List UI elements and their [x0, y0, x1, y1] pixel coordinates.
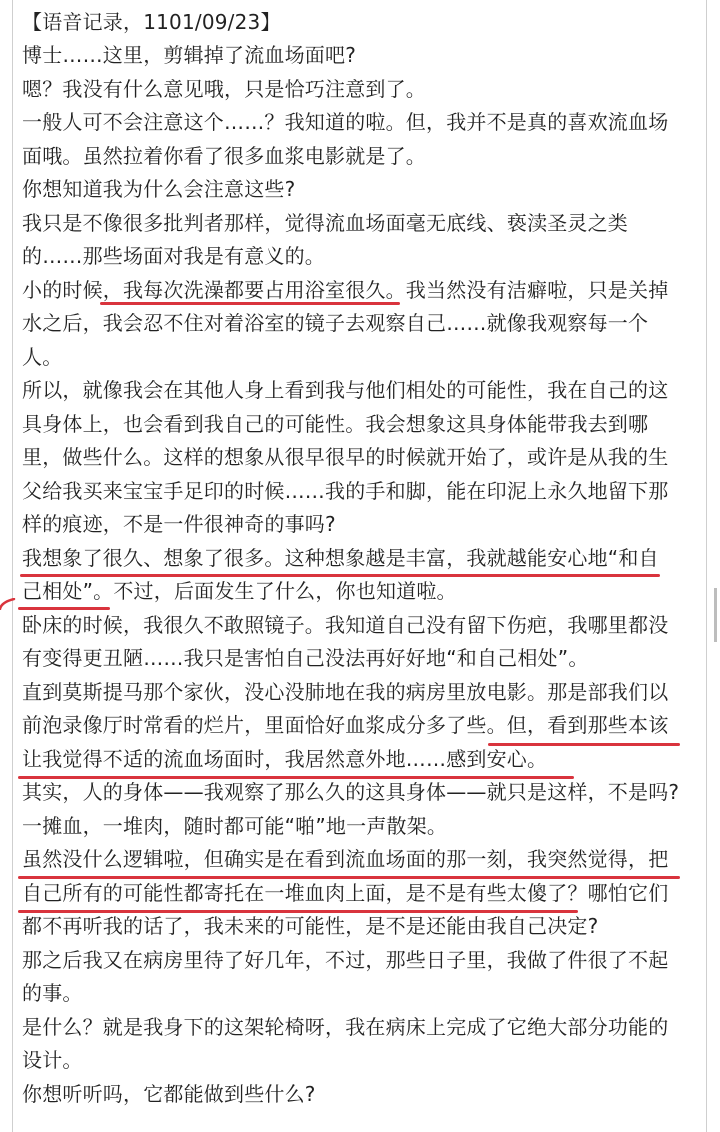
- text-line: 己相处”。不过，后面发生了什么，你也知道啦。: [22, 579, 457, 603]
- text-line: 嗯？我没有什么意见哦，只是恰巧注意到了。: [22, 77, 426, 101]
- text-line: 一般人可不会注意这个……？我知道的啦。但，我并不是真的喜欢流血场: [22, 110, 669, 134]
- underline-logic: [18, 876, 680, 879]
- text-line: 卧床的时候，我很久不敢照镜子。我知道自己没有留下伤疤，我哪里都没: [22, 613, 669, 637]
- text-line: 人。: [22, 345, 63, 369]
- text-line: 有变得更丑陋……我只是害怕自己没法再好好地“和自己相处”。: [22, 646, 589, 670]
- text-line: 的……那些场面对我是有意义的。: [22, 244, 325, 268]
- text-line: 具身体上，也会看到我自己的可能性。我会想象这具身体能带我去到哪: [22, 412, 649, 436]
- left-border: [12, 0, 13, 1132]
- text-line: 你想听听吗，它都能做到些什么?: [22, 1082, 316, 1106]
- underline-self: [18, 607, 110, 610]
- text-line: 前泡录像厅时常看的烂片，里面恰好血浆成分多了些。但，看到那些本该: [22, 713, 669, 737]
- underline-possibility: [18, 910, 578, 913]
- text-line: 自己所有的可能性都寄托在一堆血肉上面，是不是有些太傻了？哪怕它们: [22, 881, 669, 905]
- record-header: 【语音记录，1101/09/23】: [22, 10, 281, 34]
- text-line: 都不再听我的话了，我未来的可能性，是不是还能由我自己决定?: [22, 914, 599, 938]
- text-line: 我只是不像很多批判者那样，觉得流血场面毫无底线、亵渎圣灵之类: [22, 211, 628, 235]
- text-line: 一摊血，一堆肉，随时都可能“啪”地一声散架。: [22, 814, 448, 838]
- text-line: 里，做些什么。这样的想象从很早很早的时候就开始了，或许是从我的生: [22, 445, 669, 469]
- underline-see-part2: [18, 776, 574, 779]
- text-line: 是什么？就是我身下的这架轮椅呀，我在病床上完成了它绝大部分功能的: [22, 1015, 669, 1039]
- underline-imagine: [20, 574, 660, 577]
- text-line: 直到莫斯提马那个家伙，没心没肺地在我的病房里放电影。那是部我们以: [22, 680, 669, 704]
- text-line: 水之后，我会忍不住对着浴室的镜子去观察自己……就像我观察每一个: [22, 311, 649, 335]
- text-line: 虽然没什么逻辑啦，但确实是在看到流血场面的那一刻，我突然觉得，把: [22, 847, 669, 871]
- text-line: 其实，人的身体——我观察了那么久的这具身体——就只是这样，不是吗?: [22, 780, 680, 804]
- text-line: 你想知道我为什么会注意这些?: [22, 177, 296, 201]
- text-line: 面哦。虽然拉着你看了很多血浆电影就是了。: [22, 144, 426, 168]
- text-line: 设计。: [22, 1048, 83, 1072]
- underline-bath: [100, 302, 400, 305]
- text-line: 那之后我又在病房里待了好几年，不过，那些日子里，我做了件很了不起: [22, 948, 669, 972]
- text-line: 小的时候，我每次洗澡都要占用浴室很久。我当然没有洁癖啦，只是关掉: [22, 278, 669, 302]
- scrollbar-thumb-lower[interactable]: [714, 612, 717, 642]
- text-line: 的事。: [22, 981, 83, 1005]
- text-line: 博士……这里，剪辑掉了流血场面吧?: [22, 43, 357, 67]
- right-border: [706, 0, 707, 1132]
- text-line: 样的痕迹，不是一件很神奇的事吗?: [22, 512, 336, 536]
- text-line: 所以，就像我会在其他人身上看到我与他们相处的可能性，我在自己的这: [22, 378, 669, 402]
- text-line: 让我觉得不适的流血场面时，我居然意外地……感到安心。: [22, 747, 548, 771]
- text-line: 我想象了很久、想象了很多。这种想象越是丰富，我就越能安心地“和自: [22, 546, 659, 570]
- underline-see-part1: [488, 743, 680, 746]
- text-line: 父给我买来宝宝手足印的时候……我的手和脚，能在印泥上永久地留下那: [22, 479, 669, 503]
- underline-hook-mark: [0, 598, 16, 610]
